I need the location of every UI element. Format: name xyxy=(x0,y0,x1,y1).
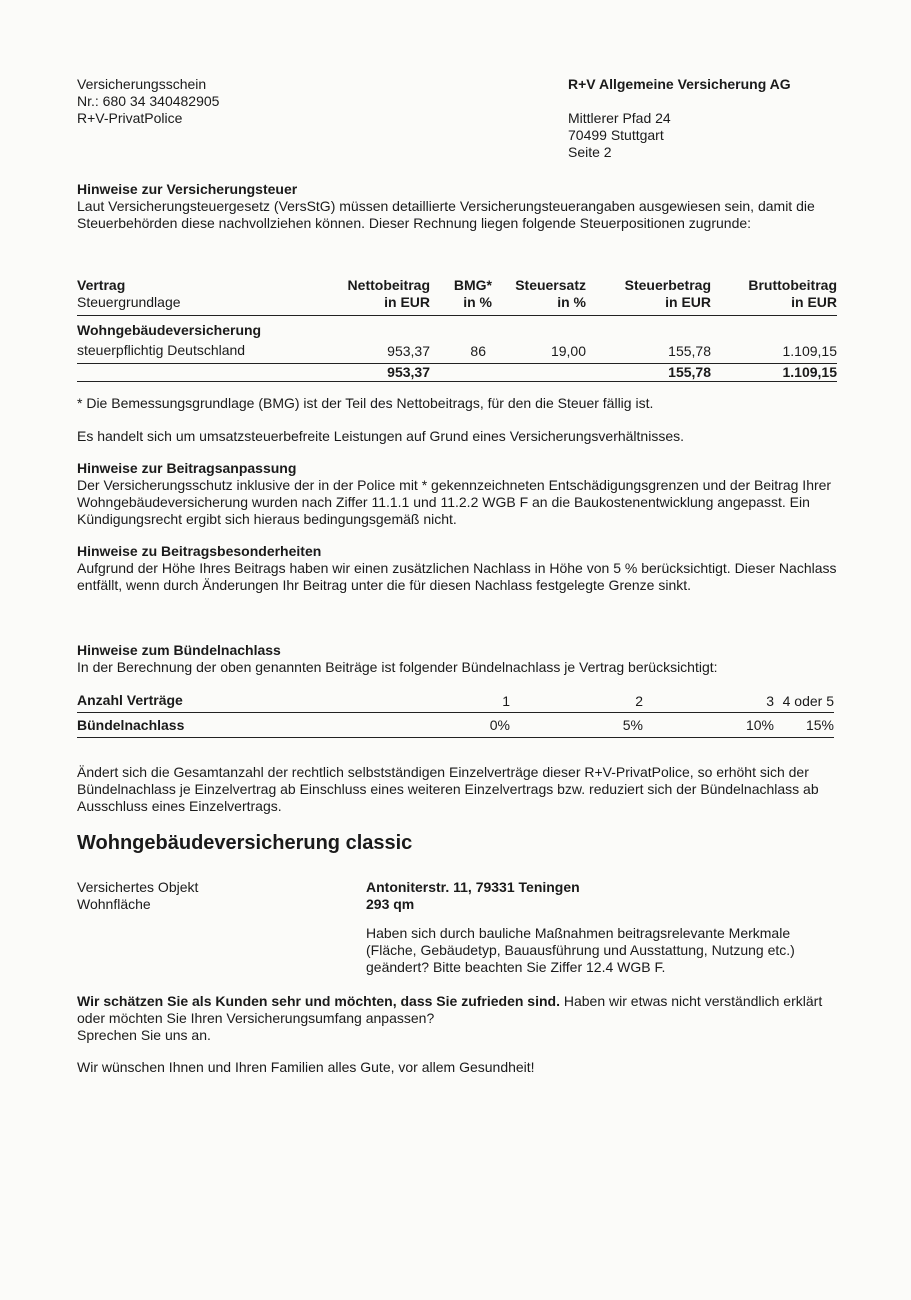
change-question: Haben sich durch bauliche Maßnahmen beitragsrelevante Merkmale (Fläche, Gebäudetyp, Bauausführung und Ausstattung, Nutzung etc.) geändert? Bitte beachten Sie Ziffer 12.4 WGB F. xyxy=(366,925,795,975)
row-label: steuerpflichtig Deutschland xyxy=(77,342,246,358)
closing-line2: Sprechen Sie uns an. xyxy=(77,1027,211,1043)
tax-notes-title: Hinweise zur Versicherungsteuer xyxy=(77,181,298,197)
col-satz xyxy=(492,277,586,316)
col-steuer xyxy=(586,277,711,316)
page-number: Seite 2 xyxy=(568,144,612,160)
special-title: Hinweise zu Beitragsbesonderheiten xyxy=(77,543,322,559)
bundle-count-label: Anzahl Verträge xyxy=(77,692,183,708)
col-brutto-label: Bruttobeitrag xyxy=(748,277,837,293)
bundle-text: In der Berechnung der oben genannten Beiträge ist folgender Bündelnachlass je Vertrag berücksichtigt: xyxy=(77,659,718,675)
vat-note: Es handelt sich um umsatzsteuerbefreite Leistungen auf Grund eines Versicherungsverhältnisses. xyxy=(77,428,685,444)
adjustment-title: Hinweise zur Beitragsanpassung xyxy=(77,460,297,476)
policy-header xyxy=(77,76,219,127)
col-steuer-label: Steuerbetrag xyxy=(624,277,711,293)
row-satz: 19,00 xyxy=(550,342,586,359)
tax-notes-text: Laut Versicherungsteuergesetz (VersStG) müssen detaillierte Versicherungsteuerangaben ausgewiesen sein, damit die Steuerbehörden diese nachvollziehen können. Dieser Rechnung liegen folgende Steuerpositionen zugrunde: xyxy=(77,198,815,231)
closing-rest: Haben wir etwas nicht verständlich erklärt oder möchten Sie Ihren Versicherungsumfang anpassen? xyxy=(77,993,823,1026)
row-steuer: 155,78 xyxy=(668,342,711,359)
closing-bold: Wir schätzen Sie als Kunden sehr und möchten, dass Sie zufrieden sind. xyxy=(77,993,560,1009)
row-brutto: 1.109,15 xyxy=(782,342,837,359)
company-address xyxy=(568,76,791,161)
col-vertrag-label: Vertrag xyxy=(77,277,126,293)
bundle-title: Hinweise zum Bündelnachlass xyxy=(77,642,281,658)
object-value: Antoniterstr. 11, 79331 Teningen xyxy=(366,879,580,895)
col-brutto xyxy=(711,277,837,316)
total-steuer: 155,78 xyxy=(668,364,711,380)
area-value: 293 qm xyxy=(366,896,415,912)
bundle-discount-1: 0% xyxy=(489,716,510,733)
closing-text xyxy=(77,993,847,1044)
company-street: Mittlerer Pfad 24 xyxy=(568,110,671,126)
bundle-discount-4: 15% xyxy=(805,716,834,733)
special-notes xyxy=(77,543,847,594)
bundle-count-4: 4 oder 5 xyxy=(782,692,834,709)
col-netto-unit: in EUR xyxy=(384,294,430,310)
bundle-footer: Ändert sich die Gesamtanzahl der rechtlich selbstständigen Einzelverträge dieser R+V-PrivatPolice, so erhöht sich der Bündelnachlass je Einzelvertrag ab Einschluss eines weiteren Einzelvertrags bzw. reduziert sich der Bündelnachlass ab Ausschluss eines Einzelvertrags. xyxy=(77,764,819,814)
tax-notes xyxy=(77,181,847,232)
bundle-count-row xyxy=(77,690,834,713)
special-text: Aufgrund der Höhe Ihres Beitrags haben wir einen zusätzlichen Nachlass in Höhe von 5 % berücksichtigt. Dieser Nachlass entfällt, wenn durch Änderungen Ihr Beitrag unter die für diesen Nachlass festgelegte Grenze sinkt. xyxy=(77,560,837,593)
col-brutto-unit: in EUR xyxy=(791,294,837,310)
bundle-notes xyxy=(77,642,847,676)
object-labels xyxy=(77,879,198,913)
bundle-table xyxy=(77,690,834,738)
col-netto-label: Nettobeitrag xyxy=(347,277,430,293)
col-satz-label: Steuersatz xyxy=(515,277,586,293)
table-row xyxy=(77,339,837,364)
total-netto: 953,37 xyxy=(387,364,430,380)
bundle-count-3: 3 xyxy=(766,692,774,709)
bmg-note: * Die Bemessungsgrundlage (BMG) ist der Teil des Nettobeitrags, für den die Steuer fällig ist. xyxy=(77,395,654,411)
row-bmg: 86 xyxy=(470,342,486,359)
company-city: 70499 Stuttgart xyxy=(568,127,664,143)
table-section-row xyxy=(77,316,837,340)
object-values xyxy=(366,879,580,913)
bundle-discount-3: 10% xyxy=(745,716,774,733)
bundle-discount-row xyxy=(77,713,834,738)
policy-number: Nr.: 680 34 340482905 xyxy=(77,93,220,109)
product-name: R+V-PrivatPolice xyxy=(77,110,183,126)
col-netto xyxy=(317,277,430,316)
col-grundlage-label: Steuergrundlage xyxy=(77,294,181,310)
col-vertrag xyxy=(77,277,317,316)
col-bmg xyxy=(430,277,492,316)
col-bmg-label: BMG* xyxy=(453,277,492,293)
object-label: Versichertes Objekt xyxy=(77,879,199,895)
doc-type: Versicherungsschein xyxy=(77,76,207,92)
col-steuer-unit: in EUR xyxy=(665,294,711,310)
closing-wish: Wir wünschen Ihnen und Ihren Familien alles Gute, vor allem Gesundheit! xyxy=(77,1059,535,1075)
bundle-discount-label: Bündelnachlass xyxy=(77,717,185,733)
adjustment-notes xyxy=(77,460,847,528)
section-label: Wohngebäudeversicherung xyxy=(77,322,262,338)
tax-table xyxy=(77,277,837,382)
section-title: Wohngebäudeversicherung classic xyxy=(77,832,413,854)
bundle-count-1: 1 xyxy=(502,692,510,709)
bundle-discount-2: 5% xyxy=(622,716,643,733)
area-label: Wohnfläche xyxy=(77,896,151,912)
company-name: R+V Allgemeine Versicherung AG xyxy=(568,76,791,92)
col-bmg-unit: in % xyxy=(463,294,492,310)
table-total-row xyxy=(77,364,837,382)
col-satz-unit: in % xyxy=(557,294,586,310)
bundle-count-2: 2 xyxy=(635,692,643,709)
adjustment-text: Der Versicherungsschutz inklusive der in der Police mit * gekennzeichneten Entschädigungsgrenzen und der Beitrag Ihrer Wohngebäudeversicherung wurden nach Ziffer 11.1.1 und 11.2.2 WGB F an die Baukostenentwicklung angepasst. Ein Kündigungsrecht ergibt sich hieraus bedingungsgemäß nicht. xyxy=(77,477,832,527)
total-brutto: 1.109,15 xyxy=(782,364,837,380)
row-netto: 953,37 xyxy=(387,342,430,359)
